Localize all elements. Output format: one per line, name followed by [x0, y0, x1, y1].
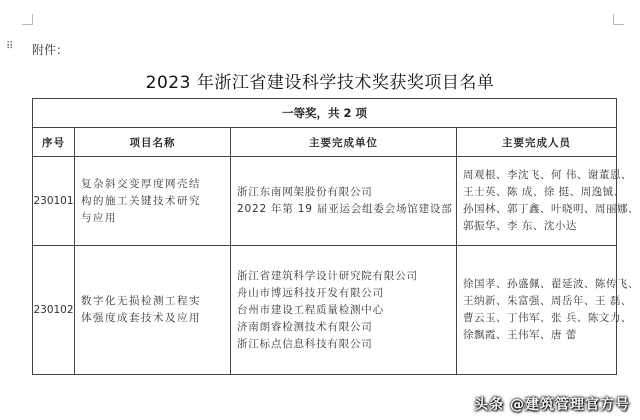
people-line: 周观根、李沈飞、何 伟、谢董恩、 [463, 169, 632, 181]
column-header-units: 主要完成单位 [231, 128, 457, 157]
column-header-number: 序号 [33, 128, 75, 157]
margin-corner-mark [613, 14, 624, 25]
people-line: 王纳新、朱富强、周岳年、王 磊、 [463, 295, 632, 307]
column-header-people: 主要完成人员 [457, 128, 617, 157]
people-line: 徐飘霞、王伟军、唐 蕾 [463, 329, 577, 341]
people-line: 曹云玉、丁伟军、张 兵、陈文力、 [463, 312, 632, 324]
unit-line: 浙江标点信息科技有限公司 [237, 337, 373, 350]
unit-line: 2022 年第 19 届亚运会组委会场馆建设部 [237, 203, 453, 215]
project-name-line: 构的施工关键技术研究 [81, 194, 201, 207]
attachment-label: 附件： [32, 43, 69, 57]
unit-line: 浙江省建筑科学设计研究院有限公司 [237, 269, 418, 282]
project-name [75, 246, 231, 375]
project-name-line: 复杂斜交变厚度网壳结 [81, 177, 201, 190]
people-line: 徐国孝、孙盛佩、翟延波、陈传飞、 [463, 278, 639, 290]
people-line: 王士英、陈 成、徐 挺、周逸铖、 [463, 186, 625, 198]
section-heading-row [33, 99, 617, 128]
project-name-line: 体强度成套技术及应用 [81, 312, 201, 324]
row-number: 230102 [33, 246, 75, 375]
project-name-line: 数字化无损检测工程实 [81, 295, 201, 307]
page-title: 2023 年浙江省建设科学技术奖获奖项目名单 [145, 73, 495, 93]
margin-corner-mark [22, 14, 33, 25]
project-name-line: 与应用 [81, 211, 117, 224]
people-line: 郭振华、李 东、沈小达 [463, 220, 577, 232]
unit-line: 台州市建设工程质量检测中心 [237, 303, 384, 316]
column-header-project: 项目名称 [75, 128, 231, 157]
completion-people [457, 157, 639, 246]
row-number: 230101 [33, 157, 75, 246]
table-header-row [33, 128, 617, 157]
source-watermark: 头条 @建筑管理官方号 [474, 397, 630, 413]
unit-line: 舟山市博远科技开发有限公司 [237, 286, 384, 299]
completion-people [457, 246, 639, 375]
project-name [75, 157, 231, 246]
unit-line: 济南朗睿检测技术有限公司 [237, 320, 373, 333]
drag-handle-icon[interactable]: ⠿ [6, 41, 14, 52]
people-line: 孙国林、郭丁鑫、叶晓明、周丽娜、 [463, 203, 639, 215]
awards-table [32, 98, 639, 375]
unit-line: 浙江东南网架股份有限公司 [237, 186, 373, 198]
completion-units [231, 157, 457, 246]
section-heading: 一等奖，共 2 项 [33, 99, 617, 128]
completion-units [231, 246, 457, 375]
table-row [33, 246, 617, 375]
table-row [33, 157, 617, 246]
